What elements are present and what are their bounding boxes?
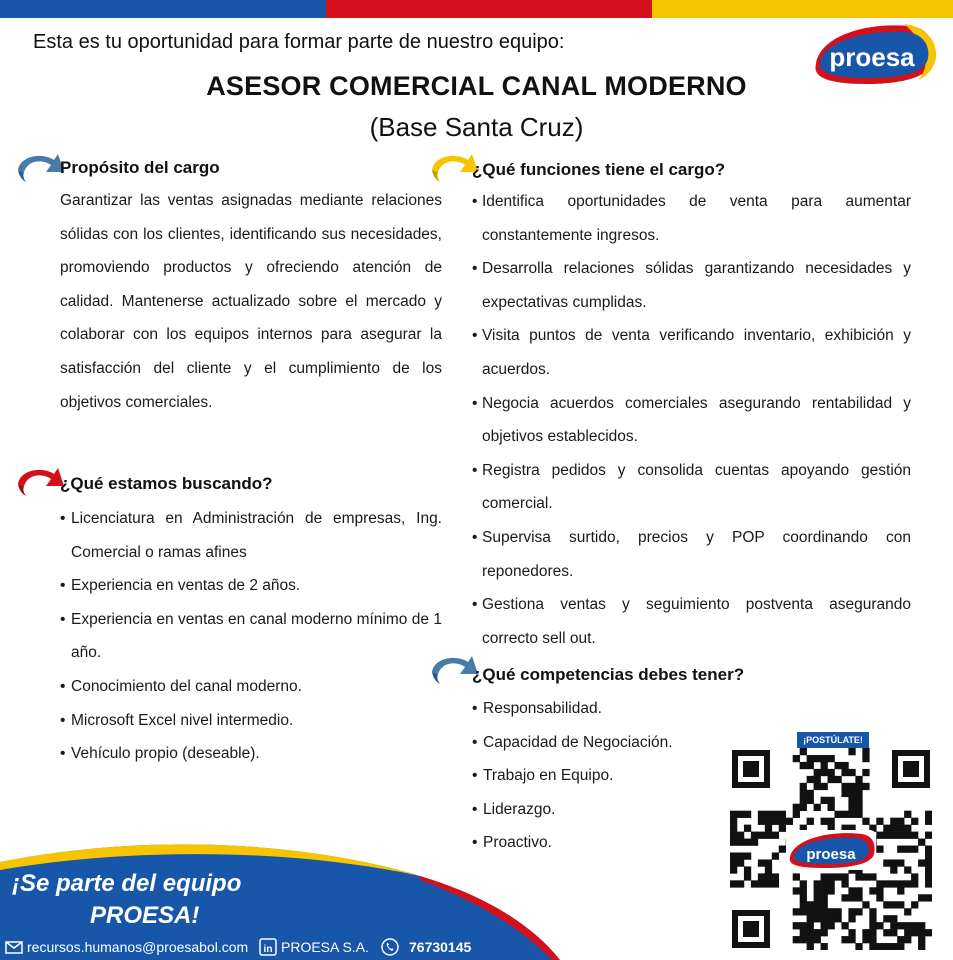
functions-list bbox=[472, 185, 911, 655]
list-item: • Experiencia en ventas de 2 años. bbox=[60, 569, 442, 603]
linkedin-icon bbox=[258, 937, 278, 957]
company-text: PROESA S.A. bbox=[281, 939, 369, 955]
contact-linkedin[interactable] bbox=[258, 936, 369, 958]
top-color-bar bbox=[0, 0, 953, 18]
purpose-heading: Propósito del cargo bbox=[60, 158, 220, 177]
list-item: • Liderazgo. bbox=[472, 793, 722, 827]
svg-text:in: in bbox=[263, 944, 273, 955]
list-item: • Gestiona ventas y seguimiento postventa asegurando correcto sell out. bbox=[472, 588, 911, 655]
competencies-heading: ¿Qué competencias debes tener? bbox=[472, 665, 745, 684]
qr-finder-top-right bbox=[892, 750, 930, 788]
footer-slogan bbox=[12, 868, 241, 932]
functions-heading: ¿Qué funciones tiene el cargo? bbox=[472, 160, 726, 179]
list-item: • Desarrolla relaciones sólidas garantizando necesidades y expectativas cumplidas. bbox=[472, 252, 911, 319]
contact-email[interactable] bbox=[4, 936, 248, 958]
intro-text: Esta es tu oportunidad para formar parte de nuestro equipo: bbox=[33, 31, 565, 53]
list-item: • Responsabilidad. bbox=[472, 692, 722, 726]
list-item: • Proactivo. bbox=[472, 826, 722, 860]
seeking-heading: ¿Qué estamos buscando? bbox=[60, 474, 273, 493]
list-item: • Microsoft Excel nivel intermedio. bbox=[60, 704, 442, 738]
email-icon bbox=[4, 937, 24, 957]
job-title: ASESOR COMERCIAL CANAL MODERNO bbox=[206, 71, 747, 101]
qr-center-logo bbox=[786, 830, 876, 870]
list-item: • Visita puntos de venta verificando inventario, exhibición y acuerdos. bbox=[472, 319, 911, 386]
top-bar-red bbox=[326, 0, 652, 18]
list-item: • Capacidad de Negociación. bbox=[472, 726, 722, 760]
apply-qr-code[interactable] bbox=[730, 748, 932, 950]
whatsapp-icon bbox=[380, 937, 400, 957]
qr-finder-top-left bbox=[732, 750, 770, 788]
list-item: • Registra pedidos y consolida cuentas apoyando gestión comercial. bbox=[472, 454, 911, 521]
slogan-line-1: ¡Se parte del equipo bbox=[12, 870, 242, 897]
purpose-text: Garantizar las ventas asignadas mediante relaciones sólidas con los clientes, identificando sus necesidades, promoviendo productos y ofreciendo atención de calidad. Mantenerse actualizado sobre el mercado y colaborar con los equipos internos para asegurar la satisfacción del cliente y el cumplimiento de los objetivos comerciales. bbox=[60, 192, 442, 411]
job-location: (Base Santa Cruz) bbox=[369, 112, 584, 142]
email-text: recursos.humanos@proesabol.com bbox=[27, 939, 249, 955]
top-bar-blue bbox=[0, 0, 326, 18]
seeking-list bbox=[60, 502, 442, 771]
arrow-blue-icon bbox=[14, 150, 66, 184]
list-item: • Licenciatura en Administración de empresas, Ing. Comercial o ramas afines bbox=[60, 502, 442, 569]
competencies-list bbox=[472, 692, 722, 860]
list-item: • Identifica oportunidades de venta para aumentar constantemente ingresos. bbox=[472, 185, 911, 252]
apply-badge: ¡POSTÚLATE! bbox=[797, 732, 869, 748]
list-item: • Negocia acuerdos comerciales asegurando rentabilidad y objetivos establecidos. bbox=[472, 387, 911, 454]
list-item: • Conocimiento del canal moderno. bbox=[60, 670, 442, 704]
qr-finder-bottom-left bbox=[732, 910, 770, 948]
svg-text:proesa: proesa bbox=[829, 42, 915, 72]
list-item: • Vehículo propio (deseable). bbox=[60, 737, 442, 771]
phone-text: 76730145 bbox=[409, 939, 472, 955]
slogan-line-2: PROESA! bbox=[90, 902, 200, 929]
list-item: • Experiencia en ventas en canal moderno mínimo de 1 año. bbox=[60, 603, 442, 670]
list-item: • Trabajo en Equipo. bbox=[472, 759, 722, 793]
top-bar-yellow bbox=[652, 0, 953, 18]
list-item: • Supervisa surtido, precios y POP coordinando con reponedores. bbox=[472, 521, 911, 588]
contact-phone[interactable] bbox=[380, 936, 471, 958]
svg-text:proesa: proesa bbox=[806, 846, 856, 863]
arrow-red-icon bbox=[14, 464, 66, 498]
